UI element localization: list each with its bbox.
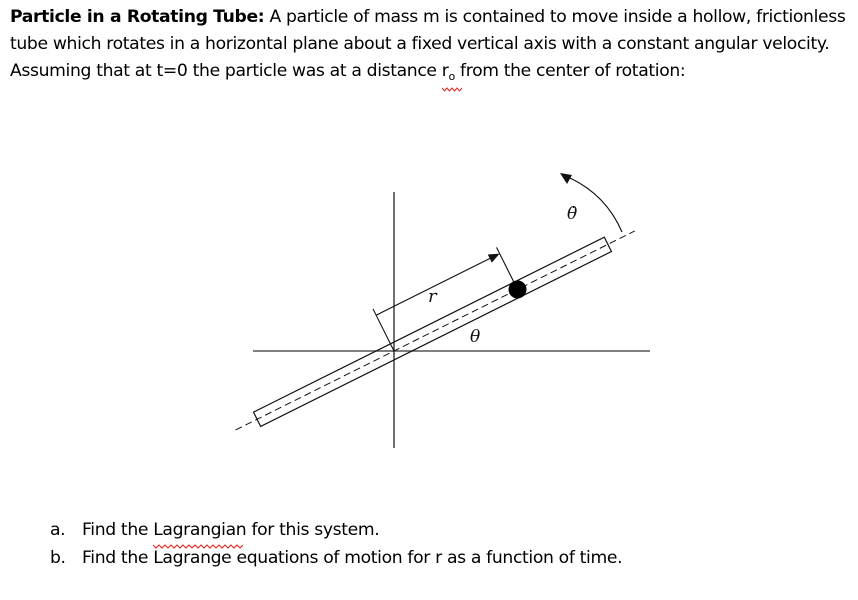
tube-centerline — [236, 231, 635, 430]
label-theta: θ — [470, 327, 481, 347]
tube — [215, 189, 639, 438]
question-marker: b. — [50, 547, 66, 568]
question-text: Find the Lagrange equations of motion for r as a function of time. — [82, 547, 623, 568]
problem-text: A particle of mass m is contained to move inside a hollow, frictionless tube which rotates in a horizontal plane about a fixed vertical axis with a constant angular velocity. Assuming that at t=0 the particle was at a distance — [10, 7, 846, 82]
r0-symbol: $r_o$ — [442, 58, 455, 86]
label-r: r — [428, 286, 437, 307]
problem-text-end: from the center of rotation: — [460, 61, 686, 82]
question-marker: a. — [50, 520, 66, 540]
label-theta-dot: θ̇ — [567, 204, 578, 224]
spellcheck-word: Lagrangian — [153, 517, 246, 545]
question-text: Find the Lagrangian for this system. — [82, 517, 379, 545]
angular-velocity-arc — [570, 178, 622, 232]
problem-title: Particle in a Rotating Tube: — [10, 7, 265, 27]
particle — [505, 277, 529, 301]
r-arrow-head — [488, 250, 502, 263]
